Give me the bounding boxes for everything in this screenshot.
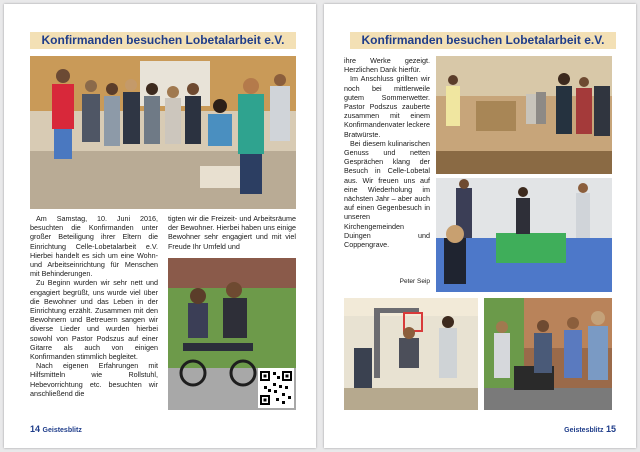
right-column-text — [344, 56, 430, 292]
page-number: 14 — [30, 424, 41, 434]
right-page-title: Konfirmanden besuchen Lobetalarbeit e.V. — [350, 32, 616, 49]
bike-photo — [168, 258, 296, 410]
left-page — [4, 4, 316, 448]
workshop-photo — [436, 56, 612, 174]
paragraph: Nach eigenen Erfahrungen mit Hilfsmitteln wie Rollstuhl, Hebevorrichtung etc. besuchten wir anschließend die — [30, 361, 158, 398]
paragraph: Bei diesem kulinarischen Genuss und netten Gesprächen klang der Besuch in Celle-Lobetal aus. Wir freuen uns auf eine Wiederholung im nächsten Jahr – aber auch auf einen Gegenbesuch in unseren Kirchengemeinden Duingen und Coppengrave. — [344, 138, 430, 250]
group-photo — [30, 56, 296, 209]
left-folio — [30, 424, 82, 434]
left-page-title: Konfirmanden besuchen Lobetalarbeit e.V. — [30, 32, 296, 49]
lift-photo — [344, 298, 478, 410]
right-page — [324, 4, 636, 448]
magazine-name: Geistesblitz — [564, 427, 604, 434]
paragraph: ihre Werke gezeigt. Herzlichen Dank hierfür. — [344, 56, 430, 75]
gym-photo — [436, 178, 612, 292]
magazine-name: Geistesblitz — [42, 427, 82, 434]
author: Peter Seip — [399, 278, 430, 285]
left-column-2-text — [168, 214, 296, 254]
grill-photo — [484, 298, 612, 410]
paragraph: Zu Beginn wurden wir sehr nett und engagiert begrüßt, uns wurde viel über die Bewohner und das Leben in der Einrichtung erzählt. Zusammen mit den Bewohnern und Betreuern sangen wir diverse Lieder und wurden hierbei sowohl von Pastor Podszus auf einer Gitarre als auch von einigen Konfirmanden stimmlich begleitet. — [30, 278, 158, 362]
qr-code — [258, 368, 294, 408]
paragraph: Im Anschluss grillten wir noch bei mittlerweile gutem Sommerwetter. Pastor Podszus zauberte zusammen mit einem Konfirmandenvater leckere Bratwürste. — [344, 74, 430, 139]
page-number: 15 — [605, 424, 616, 434]
right-folio — [564, 424, 616, 434]
paragraph: Am Samstag, 10. Juni 2016, besuchten die Konfirmanden unter großer Beteiligung ihrer Eltern die Einrichtung Celle-Lobetalarbeit e.V. Hierbei handelt es sich um eine Wohn- und Arbeitseinrichtung für Menschen mit Behinderungen. — [30, 214, 158, 279]
left-column-1-text — [30, 214, 158, 414]
paragraph: tigten wir die Freizeit- und Arbeitsräume der Bewohner. Hierbei haben uns einige Bewohner sehr engagiert und mit viel Freude Ihr Umfeld und — [168, 214, 296, 251]
